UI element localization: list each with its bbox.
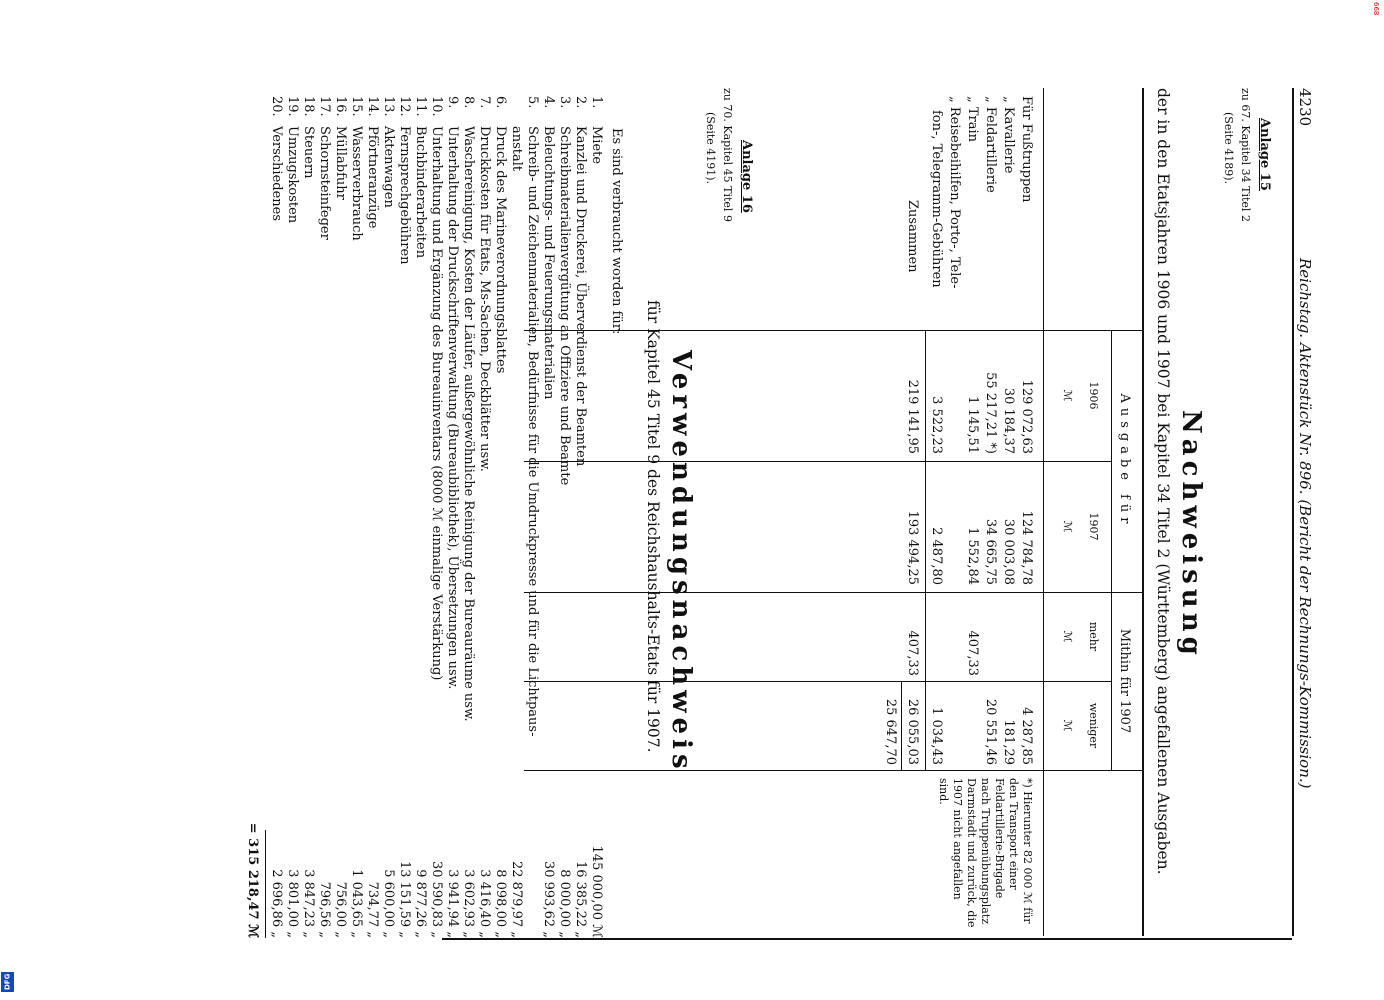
- col-divider-3: [524, 770, 1144, 771]
- page-number: 4230: [1296, 88, 1314, 127]
- col-weniger: weniger: [1087, 702, 1100, 749]
- net-weniger: 25 647,70: [883, 698, 898, 765]
- table-cell-1907: 30 003,08: [1001, 518, 1016, 585]
- list-item-amount: 3 602,93 „: [461, 869, 476, 938]
- list-item-label: Kanzlei und Druckerei, Überverdienst der Beamten: [573, 126, 588, 467]
- sum-rule: [925, 330, 926, 770]
- list-item-amount: 3 847,23 „: [301, 869, 316, 938]
- list-item-no: 11.: [413, 96, 428, 117]
- anlage16-subheading: für Kapitel 45 Titel 9 des Reichshaushalts-Etats für 1907.: [644, 300, 662, 753]
- anlage16-seite: (Seite 4191).: [704, 112, 717, 185]
- anlage15-ref: zu 67. Kapitel 34 Titel 2: [1239, 88, 1252, 222]
- anlage15-seite: (Seite 4189).: [1222, 112, 1235, 185]
- list-item-label: Schreibmaterialienvergütung an Offiziere und Beamte: [557, 126, 572, 486]
- unit-1907: ℳ: [1061, 520, 1074, 533]
- footnote: *) Hierunter 82 000 ℳ für den Transport einer Feldartillerie-Brigade nach Truppenübungsplatz Darmstadt und zurück, die 1907 nicht angefallen sind.: [937, 778, 1034, 928]
- list-item-no: 12.: [397, 96, 412, 117]
- list-item-no: 8.: [461, 96, 476, 109]
- total-mehr: 407,33: [905, 630, 920, 676]
- list-item-label: Unterhaltung der Druckschriftenverwaltung (Bureaubibliothek), Übersetzungen usw.: [445, 126, 460, 690]
- table-row-label: Für Fußtruppen: [1019, 96, 1034, 203]
- list-item-no: 19.: [285, 96, 300, 117]
- list-item-label-cont: anstalt: [509, 126, 524, 172]
- list-item-label: Umzugskosten: [285, 126, 300, 224]
- list-item-amount: 5 600,00 „: [381, 869, 396, 938]
- unit-mehr: ℳ: [1061, 630, 1074, 643]
- col-divider-2: [524, 592, 1144, 593]
- anlage16-ref: zu 70. Kapitel 45 Titel 9: [721, 88, 734, 222]
- list-item-amount: 734,77 „: [365, 881, 380, 938]
- list-total-rule: [265, 830, 266, 938]
- col-mehr: mehr: [1087, 621, 1100, 652]
- table-cell-1907: 34 665,75: [983, 518, 998, 585]
- list-item-amount: 3 416,40 „: [477, 869, 492, 938]
- list-item-no: 20.: [269, 96, 284, 117]
- list-item-no: 14.: [365, 96, 380, 117]
- table-cell-1906: 1 145,51: [965, 396, 980, 454]
- list-total: = 315 218,47 ℳ: [245, 822, 260, 938]
- total-label: Zusammen: [905, 200, 920, 273]
- table-row-label: „ Kavallerie: [1001, 96, 1016, 174]
- table-cell-1906: 3 522,23: [929, 396, 944, 454]
- table-cell-weniger: 4 287,85: [1019, 707, 1034, 765]
- header-rule: [1292, 88, 1294, 936]
- list-item-amount: 9 877,26 „: [413, 869, 428, 938]
- list-item-amount: 1 043,65 „: [349, 869, 364, 938]
- list-item-no: 4.: [541, 96, 556, 109]
- list-item-no: 15.: [349, 96, 364, 117]
- list-item-no: 13.: [381, 96, 396, 117]
- table-cell-1906: 30 184,37: [1001, 387, 1016, 454]
- table-cell-weniger: 181,29: [1001, 719, 1016, 765]
- table-cell-weniger: 1 034,43: [929, 707, 944, 765]
- table-head-rule: [1043, 88, 1044, 936]
- list-item-no: 6.: [493, 96, 508, 109]
- col-group-mithin: Mithin für 1907: [1117, 628, 1132, 734]
- running-title: Reichstag. Aktenstück Nr. 896. (Bericht der Rechnungs-Kommission.): [1296, 258, 1314, 789]
- table-cell-mehr: 407,33: [965, 630, 980, 676]
- table-cell-1907: 1 552,84: [965, 527, 980, 585]
- list-item-no: 17.: [317, 96, 332, 117]
- table-bottom-rule: [442, 938, 1292, 940]
- col-group-rule: [1111, 330, 1112, 770]
- list-item-no: 7.: [477, 96, 492, 109]
- list-item-amount: 30 993,62 „: [541, 860, 556, 938]
- list-item-amount: 22 879,97 „: [509, 860, 524, 938]
- list-item-label: Wasserverbrauch: [349, 126, 364, 241]
- list-item-label: Waschereinigung, Kosten der Läufer, außergewöhnliche Reinigung der Bureauräume usw.: [461, 126, 476, 722]
- table-top-rule: [1142, 88, 1144, 936]
- table-cell-1906: 55 217,21 *): [983, 372, 998, 454]
- list-item-no: 9.: [445, 96, 460, 109]
- list-item-label: Druckkosten für Etats, Ms-Sachen, Deckblätter usw.: [477, 126, 492, 472]
- list-item-no: 16.: [333, 96, 348, 117]
- list-item-label: Verschiedenes: [269, 126, 284, 222]
- total-1906: 219 141,95: [905, 379, 920, 454]
- table-cell-1906: 129 072,63: [1019, 379, 1034, 454]
- page-id: 668: [1372, 2, 1380, 16]
- anlage16-title: Anlage 16: [739, 140, 754, 213]
- list-item-amount: 756,00 „: [333, 881, 348, 938]
- table-cell-1907: 124 784,78: [1019, 510, 1034, 585]
- list-item-amount: 145 000,00 ℳ: [589, 845, 604, 938]
- table-cell-1907: 2 487,80: [929, 527, 944, 585]
- list-item-label: Aktenwagen: [381, 126, 396, 208]
- list-item-no: 3.: [557, 96, 572, 109]
- list-item-label: Schornsteinfeger: [317, 126, 332, 240]
- list-item-no: 10.: [429, 96, 444, 117]
- list-item-label: Müllabfuhr: [333, 126, 348, 200]
- list-item-amount: 16 385,22 „: [573, 860, 588, 938]
- list-item-amount: 2 696,86 „: [269, 869, 284, 938]
- table-row-label-cont: fon-, Telegramm-Gebühren: [929, 110, 944, 288]
- list-item-amount: 3 941,94 „: [445, 869, 460, 938]
- list-item-label: Buchbinderarbeiten: [413, 126, 428, 259]
- list-item-amount: 8 098,00 „: [493, 869, 508, 938]
- list-item-label: Druck des Marineverordnungsblattes: [493, 126, 508, 374]
- list-item-no: 18.: [301, 96, 316, 117]
- list-item-label: Beleuchtungs- und Feuerungsmaterialien: [541, 126, 556, 400]
- list-item-amount: 796,56 „: [317, 881, 332, 938]
- list-item-no: 1.: [589, 96, 604, 109]
- list-item-amount: 3 801,00 „: [285, 869, 300, 938]
- total-weniger: 26 055,03: [905, 698, 920, 765]
- list-item-label: Steuern: [301, 126, 316, 179]
- list-item-label: Pförtneranzüge: [365, 126, 380, 229]
- anlage15-title: Anlage 15: [1257, 118, 1272, 191]
- anlage15-heading: Nachweisung: [1176, 410, 1206, 660]
- list-item-label: Fernsprechgebühren: [397, 126, 412, 265]
- dfg-logo: DFG: [1, 972, 14, 992]
- col-1907: 1907: [1087, 512, 1100, 541]
- table-cell-weniger: 20 551,46: [983, 698, 998, 765]
- list-item-amount: 30 590,83 „: [429, 860, 444, 938]
- list-item-label: Miete: [589, 126, 604, 165]
- col-1906: 1906: [1087, 381, 1100, 410]
- unit-1906: ℳ: [1061, 389, 1074, 402]
- anlage16-intro: Es sind verbraucht worden für:: [609, 128, 624, 335]
- list-item-label: Unterhaltung und Ergänzung des Bureauinventars (8000 ℳ einmalige Verstärkung): [429, 126, 444, 681]
- table-row-label: „ Reisebeihilfen, Porto-, Tele-: [947, 96, 962, 289]
- unit-weniger: ℳ: [1061, 719, 1074, 732]
- list-item-label: Schreib- und Zeichenmaterialien, Bedürfnisse für die Umdruckpresse und für die Lichtpaus-: [525, 126, 540, 737]
- net-rule: [901, 681, 902, 770]
- anlage16-heading: Verwendungsnachweis: [666, 350, 696, 774]
- list-item-amount: 13 151,59 „: [397, 860, 412, 938]
- table-row-label: „ Train: [965, 96, 980, 143]
- list-item-amount: 8 000,00 „: [557, 869, 572, 938]
- list-item-no: 5.: [525, 96, 540, 109]
- table-row-label: „ Feldartillerie: [983, 96, 998, 193]
- total-1907: 193 494,25: [905, 510, 920, 585]
- anlage15-subheading: der in den Etatsjahren 1906 und 1907 bei Kapitel 34 Titel 2 (Württemberg) angefallenen Ausgaben.: [1154, 88, 1172, 875]
- col-group-ausgabe: Ausgabe für: [1117, 393, 1132, 529]
- list-item-no: 2.: [573, 96, 588, 109]
